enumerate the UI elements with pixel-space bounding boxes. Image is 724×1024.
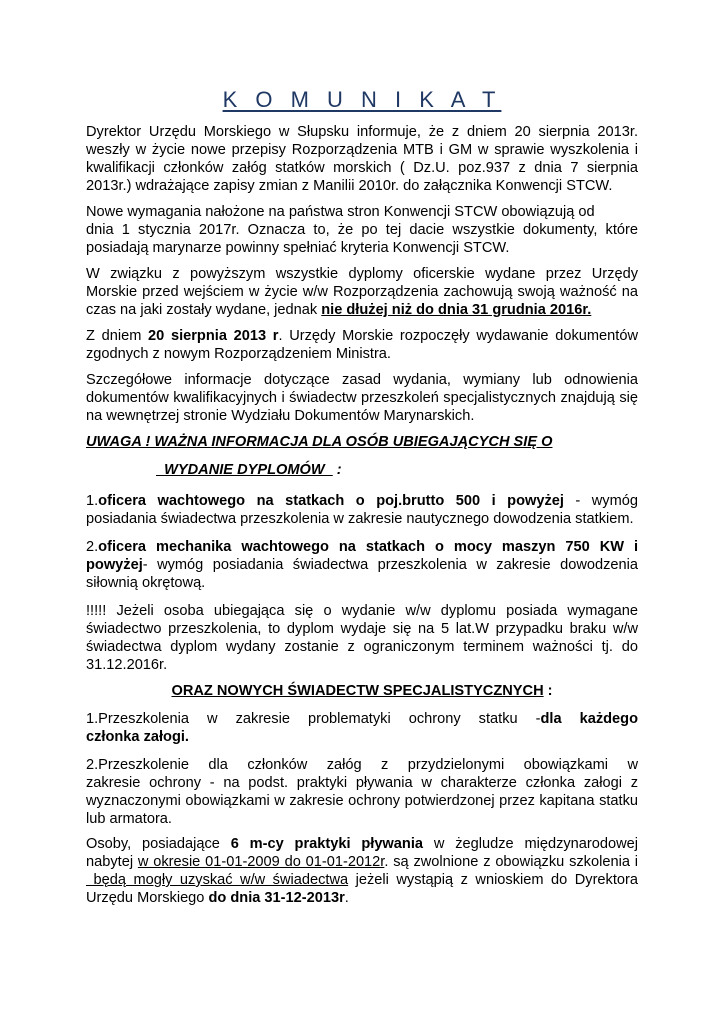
paragraph-issuing-start [86,327,638,363]
certificates-heading [86,682,638,700]
warning-line-2: WYDANIE DYPLOMÓW [156,462,333,478]
text-line: na wewnętrzej stronie Wydziału Dokumentów Marynarskich. [86,408,475,424]
text-segment: . Urzędy Morskie rozpoczęły wydawanie dokumentów [278,328,638,344]
text-line: siłownią okrętową. [86,575,206,591]
text-segment: w żegludze międzynarodowej [423,836,639,852]
text-line: świadectwo przeszkolenia, to dyplom wydaje się na 5 lat.W przypadku braku w/w [86,621,638,637]
text-line: lub armatora. [86,811,172,827]
text-line: Szczegółowe informacje dotyczące zasad wydania, wymiany lub odnowienia [86,372,638,388]
text-segment: jeżeli wystąpią z wnioskiem do Dyrektora [348,872,638,888]
text-line: !!!!! Jeżeli osoba ubiegająca się o wydanie w/w dyplomu posiada wymagane [86,603,638,619]
text-line: weszły w życie nowe przepisy Rozporządzenia MTB i GM w sprawie wyszkolenia i [86,142,638,158]
text-segment: nabytej [86,854,138,870]
certificate-2 [86,756,638,828]
text-segment: Urzędu Morskiego [86,890,209,906]
text-line: Dyrektor Urzędu Morskiego w Słupsku informuje, że z dniem 20 sierpnia 2013r. [86,124,638,140]
text-line [86,301,638,319]
text-underlined: w okresie 01-01-2009 do 01-01-2012r [137,854,385,870]
note-paragraph [86,602,638,674]
text-segment: . są zwolnione z obowiązku szkolenia i [384,854,638,870]
text-line [86,682,638,700]
warning-heading-2 [156,461,556,479]
text-line: dokumentów kwalifikacyjnych i świadectw przeszkoleń specjalistycznych znajdują się [86,390,638,406]
text-line [86,871,638,889]
certificates-title: ORAZ NOWYCH ŚWIADECTW SPECJALISTYCZNYCH [171,683,544,699]
page-title: K O M U N I K A T [222,87,502,112]
text-line: zgodnych z nowym Rozporządzeniem Ministra. [86,346,391,362]
text-segment: czas na jaki zostały wydane, jednak [86,302,322,318]
paragraph-exemption [86,835,638,907]
text-segment: 1.Przeszkolenia w zakresie problematyki ochrony statku - [86,711,541,727]
text-line: posiadają marynarze powinny spełniać kryteria Konwencji STCW. [86,240,510,256]
text-line: 31.12.2016r. [86,657,168,673]
text-line: Morskie przed wejściem w życie w/w Rozporządzenia zachowują swoją ważność na [86,284,638,300]
item-1 [86,492,638,528]
deadline-2016: nie dłużej niż do dnia 31 grudnia 2016r. [321,302,592,318]
certificate-1 [86,710,638,746]
warning-heading [86,433,638,451]
text-line: świadectwa dyplom wydany zostanie z ograniczonym terminem ważności tj. do [86,639,638,655]
text-line [86,327,638,345]
item-title: oficera mechanika wachtowego na statkach o mocy maszyn 750 KW i [98,539,638,555]
text-line [86,889,638,907]
text-line [86,710,638,728]
paragraph-diplomas-validity [86,265,638,319]
text-line [156,461,556,479]
item-number: 2. [86,539,99,555]
text-line [86,538,638,556]
item-number: 1. [86,493,99,509]
start-date: 20 sierpnia 2013 r [148,328,279,344]
text-line [86,853,638,871]
text-line [86,728,638,746]
text-segment: - wymóg [563,493,638,509]
text-segment: Osoby, posiadające [86,836,231,852]
paragraph-intro [86,123,638,195]
certificates-colon: : [543,683,553,699]
text-segment: - wymóg posiadania świadectwa przeszkolenia w zakresie dowodzenia [142,557,638,573]
text-bold: dla każdego [540,711,638,727]
text-bold: do dnia 31-12-2013r [208,890,345,906]
text-line: posiadania świadectwa przeszkolenia w zakresie nautycznego dowodzenia statkiem. [86,511,634,527]
text-line [86,556,638,574]
text-line: wyznaczonymi obowiązkami w zakresie ochrony potwierdzonej przez kapitana statku [86,793,638,809]
text-bold: 6 m-cy praktyki pływania [230,836,423,852]
item-title: oficera wachtowego na statkach o poj.brutto 500 i powyżej [98,493,564,509]
text-line: zakresie ochrony - na podst. praktyki pływania w charakterze członka załogi z [86,775,638,791]
text-line: Nowe wymagania nałożone na państwa stron Konwencji STCW obowiązują od [86,204,595,220]
text-line: 2.Przeszkolenie dla członków załóg z przydzielonymi obowiązkami w [86,757,638,773]
text-line [86,492,638,510]
text-bold: członka załogi. [86,729,189,745]
text-underlined: będą mogły uzyskać w/w świadectwa [86,872,349,888]
text-segment: Z dniem [86,328,149,344]
text-line: kwalifikacji członków załóg statków morskich ( Dz.U. poz.937 z dnia 7 sierpnia [86,160,638,176]
text-line: 2013r.) wdrażające zapisy zmian z Manilii 2010r. do załącznika Konwencji STCW. [86,178,613,194]
text-line: dnia 1 stycznia 2017r. Oznacza to, że po tej dacie wszystkie dokumenty, które [86,222,638,238]
item-title-cont: powyżej [86,557,143,573]
text-line [86,835,638,853]
warning-colon: : [332,462,342,478]
paragraph-details [86,371,638,425]
text-segment: . [344,890,349,906]
paragraph-requirements [86,203,638,257]
warning-line-1: UWAGA ! WAŻNA INFORMACJA DLA OSÓB UBIEGAJĄCYCH SIĘ O [86,434,553,450]
text-line: W związku z powyższym wszystkie dyplomy oficerskie wydane przez Urzędy [86,266,638,282]
item-2 [86,538,638,592]
